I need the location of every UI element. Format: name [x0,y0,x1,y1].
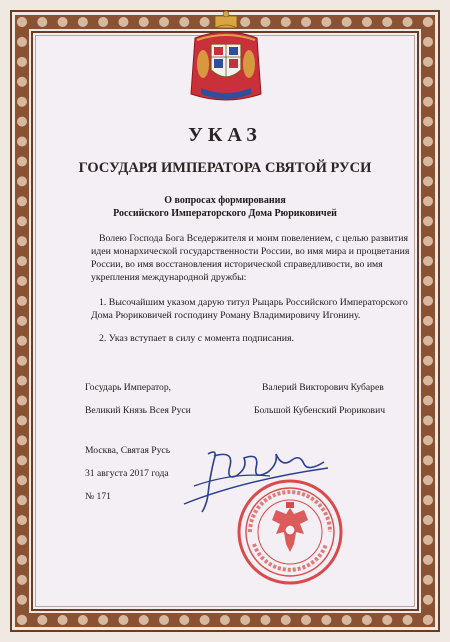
item-2: 2. Указ вступает в силу с момента подписания. [99,333,294,344]
topic-line-2: Российского Императорского Дома Рюриковичей [113,208,337,219]
item-1-line-2: Дома Рюриковичей господину Роману Владимировичу Игонину. [91,310,361,321]
topic-line-1: О вопросах формирования [164,195,286,206]
decree-subtitle: ГОСУДАРЯ ИМПЕРАТОРА СВЯТОЙ РУСИ [78,160,372,176]
preamble-line-1: Волею Господа Бога Вседержителя и моим повелением, с целью развития [99,233,408,244]
signatory-right-name: Валерий Викторович Кубарев [262,382,384,393]
item-1-line-1: 1. Высочайшим указом дарую титул Рыцарь Российского Императорского [99,297,408,308]
signatory-right-title: Большой Кубенский Рюрикович [254,405,386,416]
preamble-line-2: идеи монархической государственности России, во имя мира и процветания [91,246,410,257]
signatory-left-title: Государь Император, [85,382,172,393]
inner-border-line [35,35,415,607]
decree-number: № 171 [85,491,111,502]
date: 31 августа 2017 года [85,468,169,479]
place: Москва, Святая Русь [85,445,171,456]
coat-of-arms-icon [187,8,265,108]
preamble-line-4: укрепления международной дружбы: [91,272,247,283]
preamble-line-3: России, во имя восстановления исторической справедливости, во имя [91,259,383,270]
seal-stamp-icon [236,478,344,586]
decree-title: УКАЗ [188,124,262,146]
signatory-left-subtitle: Великий Князь Всея Руси [85,405,191,416]
